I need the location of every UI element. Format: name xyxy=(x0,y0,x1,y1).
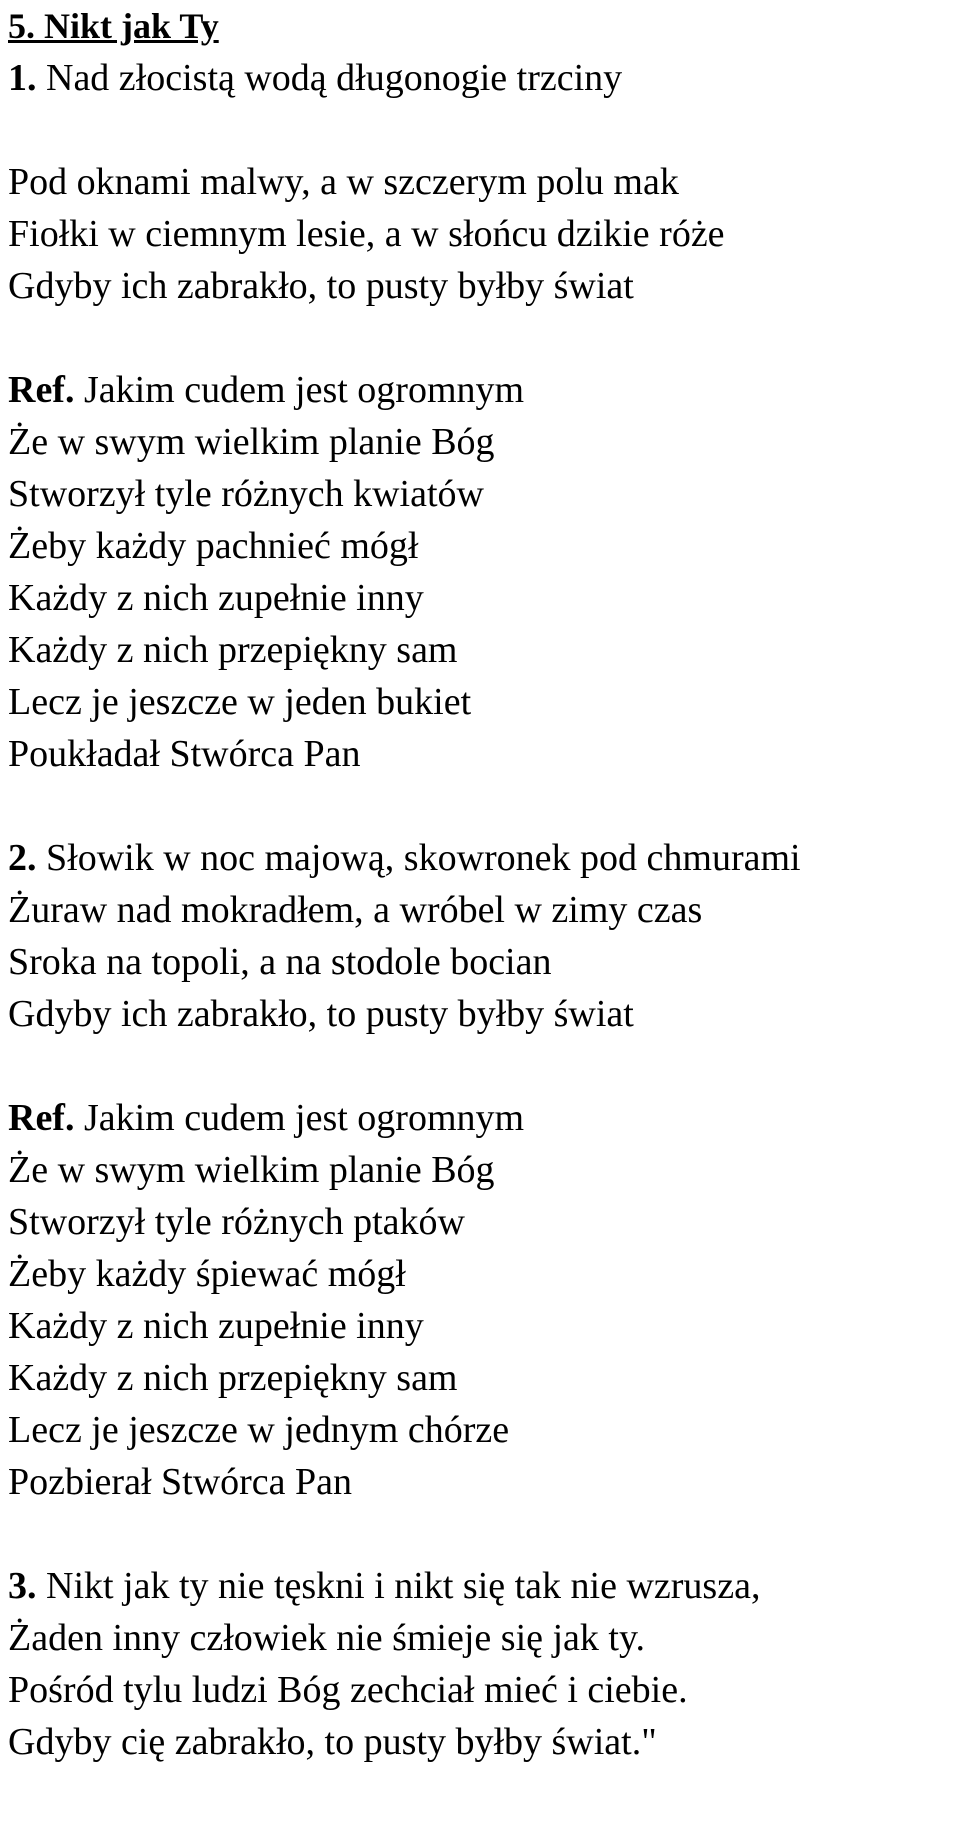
refrain-line: Żeby każdy pachnieć mógł xyxy=(8,525,419,567)
refrain-label: Ref. xyxy=(8,1097,75,1139)
refrain-line: Stworzył tyle różnych kwiatów xyxy=(8,473,484,515)
refrain-line: Że w swym wielkim planie Bóg xyxy=(8,1149,495,1191)
verse-line: Żuraw nad mokradłem, a wróbel w zimy czas xyxy=(8,889,703,931)
blank-line xyxy=(8,104,952,156)
verse-line: Gdyby ich zabrakło, to pusty byłby świat xyxy=(8,265,634,307)
verse-number: 3. xyxy=(8,1565,37,1607)
verse-line: Gdyby ich zabrakło, to pusty byłby świat xyxy=(8,993,634,1035)
verse-3 xyxy=(8,1560,952,1768)
verse-line: Pośród tylu ludzi Bóg zechciał mieć i ciebie. xyxy=(8,1669,688,1711)
refrain-2 xyxy=(8,1092,952,1508)
stanza-gap xyxy=(8,1040,952,1092)
song-title: 5. Nikt jak Ty xyxy=(8,6,219,46)
verse-1 xyxy=(8,52,952,312)
refrain-line: Że w swym wielkim planie Bóg xyxy=(8,421,495,463)
verse-number: 1. xyxy=(8,57,37,99)
stanza-gap xyxy=(8,1508,952,1560)
refrain-line: Lecz je jeszcze w jednym chórze xyxy=(8,1409,510,1451)
refrain-line: Każdy z nich zupełnie inny xyxy=(8,577,424,619)
stanza-gap xyxy=(8,312,952,364)
refrain-1 xyxy=(8,364,952,780)
verse-line: 1. Nad złocistą wodą długonogie trzciny xyxy=(8,57,623,99)
refrain-line: Stworzył tyle różnych ptaków xyxy=(8,1201,465,1243)
verse-number: 2. xyxy=(8,837,37,879)
refrain-line: Pozbierał Stwórca Pan xyxy=(8,1461,353,1503)
refrain-line: Ref. Jakim cudem jest ogromnym xyxy=(8,369,525,411)
refrain-line: Ref. Jakim cudem jest ogromnym xyxy=(8,1097,525,1139)
verse-line: Gdyby cię zabrakło, to pusty byłby świat." xyxy=(8,1721,657,1763)
verse-line: Żaden inny człowiek nie śmieje się jak ty. xyxy=(8,1617,646,1659)
refrain-line: Poukładał Stwórca Pan xyxy=(8,733,361,775)
refrain-line: Każdy z nich przepiękny sam xyxy=(8,1357,458,1399)
verse-line: 3. Nikt jak ty nie tęskni i nikt się tak nie wzrusza, xyxy=(8,1565,761,1607)
refrain-line: Każdy z nich zupełnie inny xyxy=(8,1305,424,1347)
verse-line: Fiołki w ciemnym lesie, a w słońcu dzikie róże xyxy=(8,213,725,255)
verse-line: 2. Słowik w noc majową, skowronek pod chmurami xyxy=(8,837,801,879)
stanza-gap xyxy=(8,780,952,832)
song-page xyxy=(8,0,952,1768)
refrain-label: Ref. xyxy=(8,369,75,411)
verse-line: Pod oknami malwy, a w szczerym polu mak xyxy=(8,161,679,203)
refrain-line: Lecz je jeszcze w jeden bukiet xyxy=(8,681,472,723)
refrain-line: Żeby każdy śpiewać mógł xyxy=(8,1253,406,1295)
refrain-line: Każdy z nich przepiękny sam xyxy=(8,629,458,671)
verse-line: Sroka na topoli, a na stodole bocian xyxy=(8,941,552,983)
verse-2 xyxy=(8,832,952,1040)
